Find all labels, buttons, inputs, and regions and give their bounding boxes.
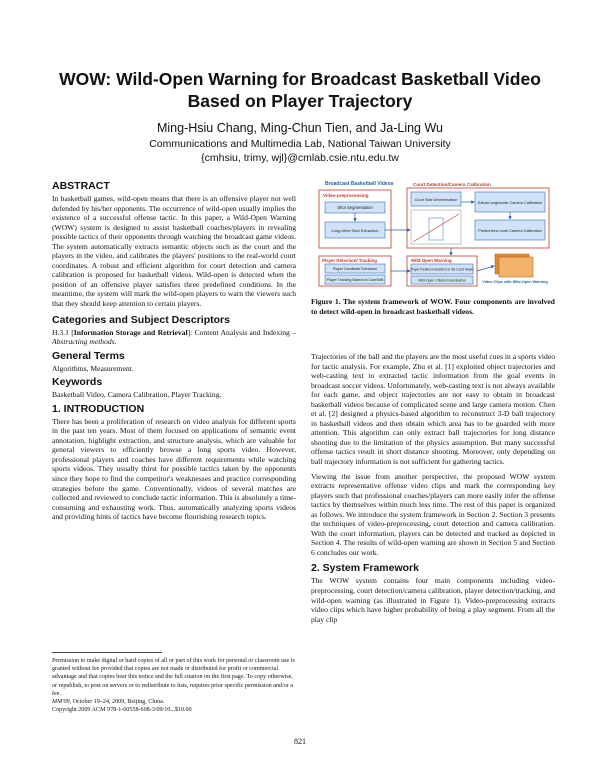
extract-calibration-label: Extract anginnode Camera Calibration [477,201,543,205]
abstract-text: In basketball games, wild-open means that there is an offensive player not well defended by his/her opponents. The occurrence of wild-open usually implies the existence of a successful offense tactic. In this paper, a Wild-Open Warning (WOW) system is designed to assist basketball coaches/players in revealing possible tactics of their opponents through watching the broadcast game videos. The system automatically extracts semantic objects such as the court and the players in the video, and calibrates the players' positions to the real-world court coordinates. A robust and efficient algorithm for court detection and camera calibration is proposed for basketball videos. Wild-open is detected when the position of an offensive player satisfies three predefined conditions. In the meantime, the system will mark the wild-open players to warn the viewers such that they should keep attention to certain players. [52,194,296,309]
player-candidate-label: Player Candidate Extraction [332,267,378,271]
categories-text: H.3.1 [Information Storage and Retrieval]: Content Analysis and Indexing – Abstracting methods. [52,327,296,347]
title-line-2: Based on Player Trajectory [187,91,413,111]
introduction-paragraph-1: There has been a proliferation of research on video analysis for different sports in the past ten years. Most of them focused on applications of semantic event annotation, highlight extraction, and structure analysis, which are valuable for general viewers to efficiently browse a long sports video. However, professional players and coaches have different requirements while watching sports videos. They usually thirst for possible tactics taken by the opponents since they hope to find the competitor's weaknesses and practice corresponding strategies before the game. Conventionally, videos of several matches are collected and reviewed to conclude tactic information. This is absolutely a time-consuming and exhausting work. Thus, automatically analyzing sports videos and providing hints of tactics have become flourishing research topics. [52,416,296,522]
general-terms-heading: General Terms [52,349,125,362]
long-view-label: Long-View Shot Extraction [331,228,379,233]
court-side-label: Court Side Determination [414,198,458,202]
system-framework-heading: 2. System Framework [311,562,419,575]
copyright-line: Copyright 2009 ACM 978-1-60558-608-3/09/10...$10.00 [52,707,192,714]
page-number: 821 [294,737,306,746]
shot-segmentation-label: Shot Segmentation [337,205,373,210]
preprocessing-group-label: Video-preprocessing [323,193,369,198]
title-line-1: WOW: Wild-Open Warning for Broadcast Basketball Video [59,69,541,89]
figure-caption: Figure 1. The system framework of WOW. Four components are involved to detect wild-open in broadcast basketball videos. [311,297,555,316]
affiliation-block [40,137,560,165]
left-column [52,180,296,527]
output-clip-front [499,257,533,277]
court-group-label: Court Detection/Camera Calibration [413,182,491,187]
wow-group-label: Wild-Open Warning [411,258,452,263]
footnote-rule [52,652,162,653]
paper-title [40,68,560,112]
venue-line: MM'09, October 19–24, 2009, Beijing, China. [52,699,165,706]
affiliation: Communications and Multimedia Lab, National Taiwan University [149,138,451,150]
right-column [311,352,555,629]
player-position-label: Player Position Extraction in the Court Model [410,267,474,272]
keywords-heading: Keywords [52,376,103,389]
introduction-paragraph-2: Trajectories of the ball and the players are the most useful cues in a sports video for tactic analysis. For example, Zhu et al. [1] exploited object trajectories and web-casting text to extracted tactic information from the goal events in broadcast soccer videos. Unfortunately, web-casting text is not always available for each game, and object trajectories are not easy to obtain in broadcast basketball videos because of complicated scene and large camera motion. Chen et al. [2] designed a physics-based algorithm to reconstruct 3-D ball trajectory in basketball videos and then obtain which area has to be guarded with more attention. This algorithm can only extract ball trajectories for long distance shooting due to the limitation of the physics assumption. But many successful offense tactics result in short distance shooting. Moreover, only depending on ball trajectory information is not sufficient for gathering tactics. [311,352,555,467]
output-label: Video Clips with Wild-Open Warning [482,280,548,284]
introduction-heading: 1. INTRODUCTION [52,402,145,415]
criteria-label: Wild-Open Criteria Examination [418,278,466,283]
general-terms-text: Algorithms, Measurement. [52,363,134,373]
permission-footnote [52,657,296,714]
keywords-text: Basketball Video, Camera Calibration, Player Tracking. [52,390,222,400]
predict-calibration-label: Predict-time node Camera Calibration [478,229,542,233]
system-framework-diagram [311,178,555,288]
abstract-heading: ABSTRACT [52,180,110,192]
wow-to-output-arrow [477,266,494,271]
player-group-label: Player Detection/ Tracking [322,258,377,263]
categories-heading: Categories and Subject Descriptors [52,313,230,326]
player-tracking-label: Player Tracking Based on CamShift [326,278,384,282]
author-list: Ming-Hsiu Chang, Ming-Chun Tien, and Ja-Ling Wu [156,121,444,135]
introduction-paragraph-3: Viewing the issue from another perspective, the proposed WOW system extracts representative offense video clips and mark the corresponding key players such that professional coaches/players can more easily infer the offense tactics by themselves within much less time. The rest of this paper is organized as follows. We introduce the system framework in Section 2. Section 3 presents the techniques of video-preprocessing, court detection and camera calibration. With the court information, players can be detected and tracked as depicted in Section 4. The results of wild-open warning are shown in Section 5 and Section 6 concludes our work. [311,471,555,557]
permission-text: Permission to make digital or hard copies of all or part of this work for personal or classroom use is granted without fee provided that copies are not made or distributed for profit or commercial advantage and that copies bear this notice and the full citation on the first page. To copy otherwise, or republish, to post on servers or to redistribute to lists, requires prior specific permission and/or a fee. [52,658,295,697]
input-label: Broadcast Basketball Videos [325,181,394,187]
system-framework-text: The WOW system contains four main components including video-preprocessing, court detection/camera calibration, player detection/tracking, and wild-open warning (as illustrated in Figure 1). Video-preprocessing extracts video clips which have higher probability of being a play segment. From all the play clip [311,576,555,624]
author-emails: {cmhsiu, trimy, wjl}@cmlab.csie.ntu.edu.tw [201,152,399,164]
